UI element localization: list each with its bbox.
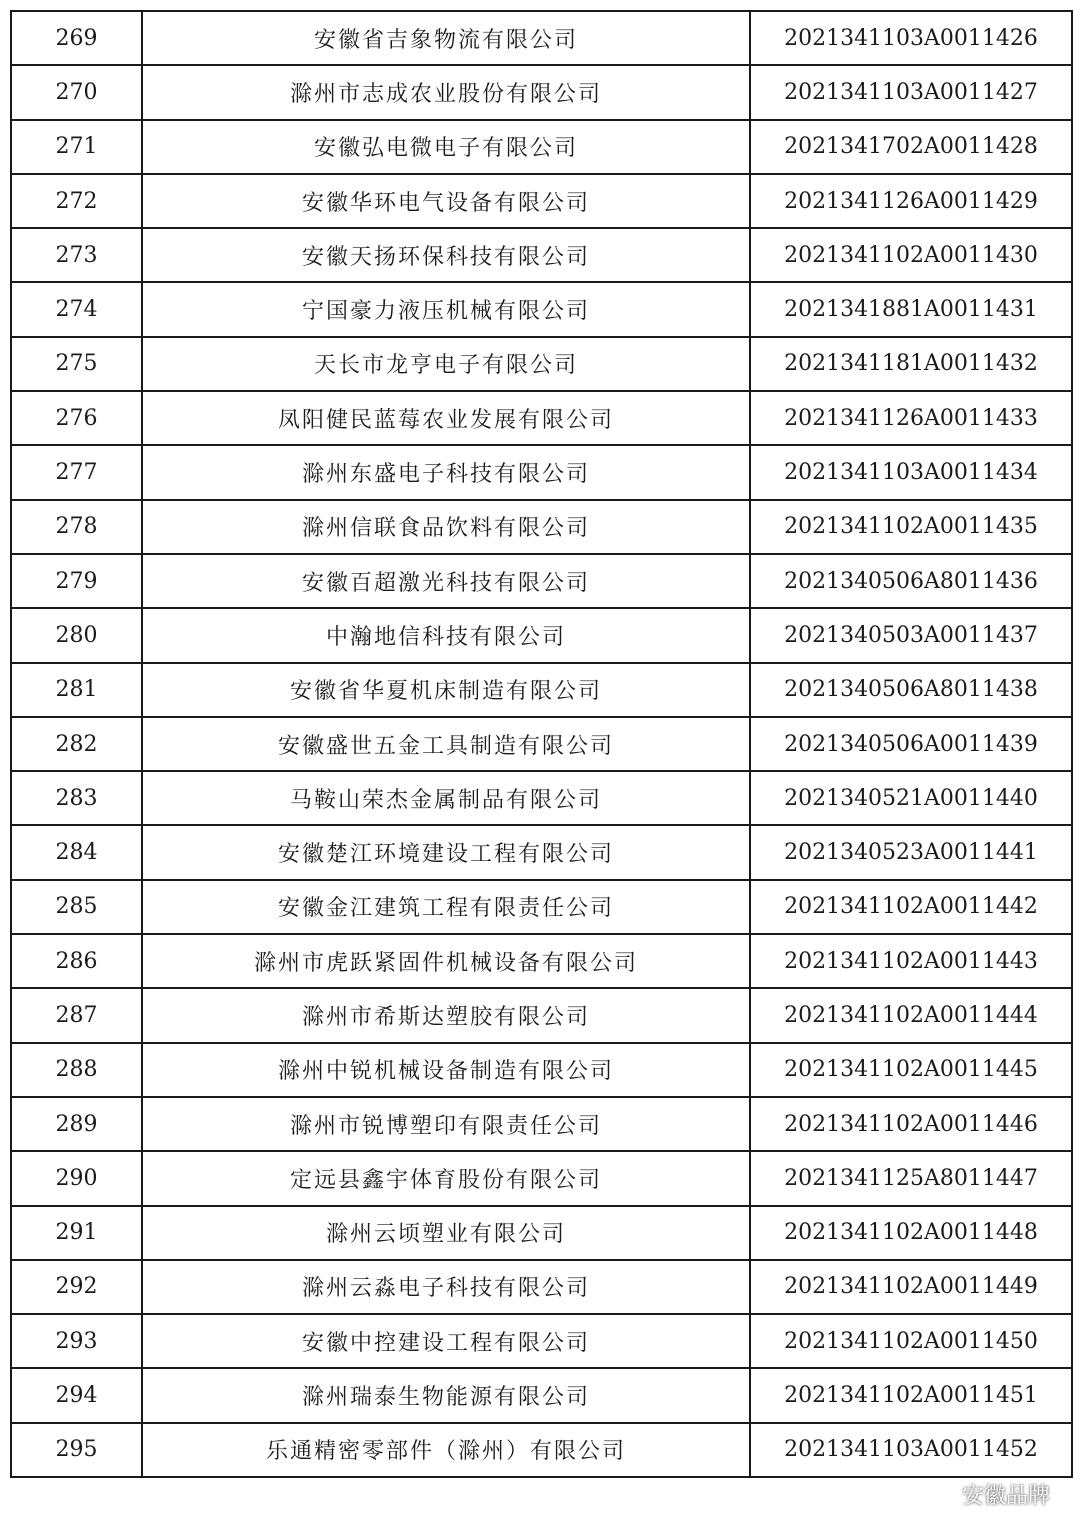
table-row bbox=[11, 825, 1072, 879]
table-row bbox=[11, 880, 1072, 934]
registration-code-cell: 2021341102A0011448 bbox=[750, 1206, 1072, 1260]
registration-code-cell: 2021340503A0011437 bbox=[750, 608, 1072, 662]
registration-code-cell: 2021340506A8011438 bbox=[750, 663, 1072, 717]
table-row bbox=[11, 228, 1072, 282]
row-index-cell: 279 bbox=[11, 554, 142, 608]
table-row bbox=[11, 391, 1072, 445]
company-list-table bbox=[10, 10, 1073, 1478]
company-name-cell: 滁州市希斯达塑胶有限公司 bbox=[142, 988, 750, 1042]
company-name-cell: 定远县鑫宇体育股份有限公司 bbox=[142, 1151, 750, 1205]
table-row bbox=[11, 174, 1072, 228]
row-index-cell: 274 bbox=[11, 282, 142, 336]
table-row bbox=[11, 554, 1072, 608]
company-name-cell: 滁州瑞泰生物能源有限公司 bbox=[142, 1368, 750, 1422]
table-row bbox=[11, 663, 1072, 717]
registration-code-cell: 2021341102A0011435 bbox=[750, 500, 1072, 554]
row-index-cell: 284 bbox=[11, 825, 142, 879]
company-name-cell: 安徽弘电微电子有限公司 bbox=[142, 120, 750, 174]
registration-code-cell: 2021341125A8011447 bbox=[750, 1151, 1072, 1205]
registration-code-cell: 2021341102A0011446 bbox=[750, 1097, 1072, 1151]
table-body bbox=[11, 11, 1072, 1477]
row-index-cell: 287 bbox=[11, 988, 142, 1042]
table-row bbox=[11, 337, 1072, 391]
row-index-cell: 289 bbox=[11, 1097, 142, 1151]
row-index-cell: 272 bbox=[11, 174, 142, 228]
row-index-cell: 292 bbox=[11, 1260, 142, 1314]
table-row bbox=[11, 500, 1072, 554]
row-index-cell: 288 bbox=[11, 1043, 142, 1097]
company-name-cell: 滁州信联食品饮料有限公司 bbox=[142, 500, 750, 554]
registration-code-cell: 2021341102A0011443 bbox=[750, 934, 1072, 988]
row-index-cell: 276 bbox=[11, 391, 142, 445]
company-name-cell: 马鞍山荣杰金属制品有限公司 bbox=[142, 771, 750, 825]
registration-code-cell: 2021341103A0011434 bbox=[750, 445, 1072, 499]
company-name-cell: 滁州市虎跃紧固件机械设备有限公司 bbox=[142, 934, 750, 988]
company-name-cell: 安徽省华夏机床制造有限公司 bbox=[142, 663, 750, 717]
registration-code-cell: 2021341102A0011444 bbox=[750, 988, 1072, 1042]
registration-code-cell: 2021341126A0011429 bbox=[750, 174, 1072, 228]
table-row bbox=[11, 1043, 1072, 1097]
row-index-cell: 281 bbox=[11, 663, 142, 717]
row-index-cell: 277 bbox=[11, 445, 142, 499]
table-row bbox=[11, 445, 1072, 499]
company-name-cell: 安徽金江建筑工程有限责任公司 bbox=[142, 880, 750, 934]
company-name-cell: 凤阳健民蓝莓农业发展有限公司 bbox=[142, 391, 750, 445]
company-name-cell: 滁州云顷塑业有限公司 bbox=[142, 1206, 750, 1260]
row-index-cell: 291 bbox=[11, 1206, 142, 1260]
row-index-cell: 293 bbox=[11, 1314, 142, 1368]
company-name-cell: 安徽华环电气设备有限公司 bbox=[142, 174, 750, 228]
registration-code-cell: 2021341102A0011450 bbox=[750, 1314, 1072, 1368]
registration-code-cell: 2021340506A8011436 bbox=[750, 554, 1072, 608]
table-row bbox=[11, 1206, 1072, 1260]
table-row bbox=[11, 1097, 1072, 1151]
row-index-cell: 270 bbox=[11, 65, 142, 119]
row-index-cell: 282 bbox=[11, 717, 142, 771]
registration-code-cell: 2021341881A0011431 bbox=[750, 282, 1072, 336]
registration-code-cell: 2021341126A0011433 bbox=[750, 391, 1072, 445]
row-index-cell: 290 bbox=[11, 1151, 142, 1205]
company-name-cell: 滁州中锐机械设备制造有限公司 bbox=[142, 1043, 750, 1097]
registration-code-cell: 2021340523A0011441 bbox=[750, 825, 1072, 879]
registration-code-cell: 2021341103A0011426 bbox=[750, 11, 1072, 65]
wechat-icon bbox=[926, 1483, 956, 1507]
registration-code-cell: 2021341102A0011451 bbox=[750, 1368, 1072, 1422]
row-index-cell: 286 bbox=[11, 934, 142, 988]
company-name-cell: 安徽省吉象物流有限公司 bbox=[142, 11, 750, 65]
row-index-cell: 269 bbox=[11, 11, 142, 65]
registration-code-cell: 2021341702A0011428 bbox=[750, 120, 1072, 174]
company-name-cell: 安徽中控建设工程有限公司 bbox=[142, 1314, 750, 1368]
table-row bbox=[11, 988, 1072, 1042]
table-row bbox=[11, 1151, 1072, 1205]
company-name-cell: 滁州市锐博塑印有限责任公司 bbox=[142, 1097, 750, 1151]
table-row bbox=[11, 1368, 1072, 1422]
table-row bbox=[11, 11, 1072, 65]
registration-code-cell: 2021340521A0011440 bbox=[750, 771, 1072, 825]
company-name-cell: 滁州云淼电子科技有限公司 bbox=[142, 1260, 750, 1314]
table-row bbox=[11, 934, 1072, 988]
registration-code-cell: 2021341102A0011442 bbox=[750, 880, 1072, 934]
row-index-cell: 273 bbox=[11, 228, 142, 282]
row-index-cell: 285 bbox=[11, 880, 142, 934]
row-index-cell: 275 bbox=[11, 337, 142, 391]
table-row bbox=[11, 717, 1072, 771]
row-index-cell: 280 bbox=[11, 608, 142, 662]
table-row bbox=[11, 1314, 1072, 1368]
registration-code-cell: 2021341102A0011445 bbox=[750, 1043, 1072, 1097]
registration-code-cell: 2021341102A0011430 bbox=[750, 228, 1072, 282]
row-index-cell: 283 bbox=[11, 771, 142, 825]
table-row bbox=[11, 1260, 1072, 1314]
company-name-cell: 滁州市志成农业股份有限公司 bbox=[142, 65, 750, 119]
registration-code-cell: 2021340506A0011439 bbox=[750, 717, 1072, 771]
table-row bbox=[11, 282, 1072, 336]
table-row bbox=[11, 608, 1072, 662]
registration-code-cell: 2021341102A0011449 bbox=[750, 1260, 1072, 1314]
company-name-cell: 安徽百超激光科技有限公司 bbox=[142, 554, 750, 608]
registration-code-cell: 2021341181A0011432 bbox=[750, 337, 1072, 391]
row-index-cell: 271 bbox=[11, 120, 142, 174]
company-name-cell: 安徽天扬环保科技有限公司 bbox=[142, 228, 750, 282]
company-name-cell: 安徽盛世五金工具制造有限公司 bbox=[142, 717, 750, 771]
company-name-cell: 乐通精密零部件（滁州）有限公司 bbox=[142, 1423, 750, 1477]
company-name-cell: 中瀚地信科技有限公司 bbox=[142, 608, 750, 662]
row-index-cell: 278 bbox=[11, 500, 142, 554]
watermark bbox=[926, 1479, 1050, 1510]
table-row bbox=[11, 120, 1072, 174]
company-name-cell: 安徽楚江环境建设工程有限公司 bbox=[142, 825, 750, 879]
company-name-cell: 天长市龙亨电子有限公司 bbox=[142, 337, 750, 391]
registration-code-cell: 2021341103A0011452 bbox=[750, 1423, 1072, 1477]
company-name-cell: 滁州东盛电子科技有限公司 bbox=[142, 445, 750, 499]
watermark-text: 安徽品牌 bbox=[961, 1484, 1050, 1509]
table-row bbox=[11, 771, 1072, 825]
row-index-cell: 295 bbox=[11, 1423, 142, 1477]
table-row bbox=[11, 65, 1072, 119]
table-row bbox=[11, 1423, 1072, 1477]
registration-code-cell: 2021341103A0011427 bbox=[750, 65, 1072, 119]
company-name-cell: 宁国豪力液压机械有限公司 bbox=[142, 282, 750, 336]
row-index-cell: 294 bbox=[11, 1368, 142, 1422]
